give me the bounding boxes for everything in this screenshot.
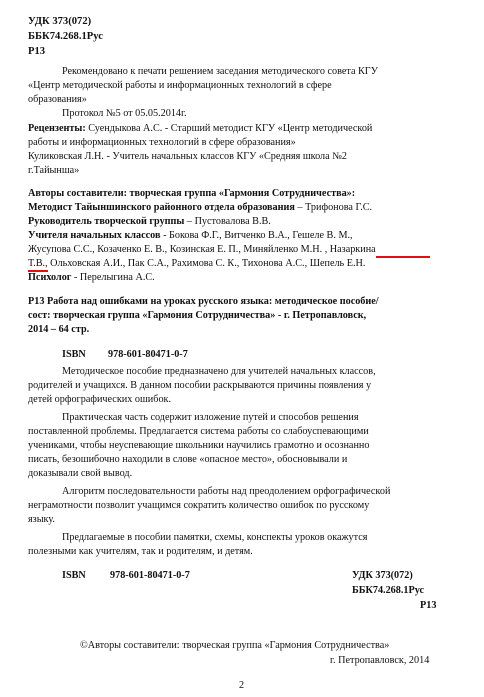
footer-bbk-code: ББК74.268.1Рус bbox=[352, 585, 425, 596]
desc-p4-l2: полезными как учителям, так и родителям, и детям. bbox=[28, 546, 253, 557]
footer-isbn-label: ISBN bbox=[62, 570, 86, 581]
footer-udk-code: УДК 373(072) bbox=[352, 570, 413, 581]
isbn-label: ISBN bbox=[62, 349, 86, 360]
leader-label: Руководитель творческой группы bbox=[28, 216, 185, 227]
desc-p1-l2: родителей и учащихся. В данном пособии раскрываются причины появления у bbox=[28, 380, 372, 391]
methodist-name: – Трифонова Г.С. bbox=[294, 202, 373, 213]
teachers-names-2: Жусупова С.С., Козаченко Е. В., Козинская Е. П., Миняйленко М.Н. , Назаркина bbox=[28, 244, 376, 255]
book-line-3: 2014 – 64 стр. bbox=[28, 324, 90, 335]
desc-p3-l1: Алгоритм последовательности работы над преодолением орфографической bbox=[62, 486, 391, 497]
bbk-code: ББК74.268.1Рус bbox=[28, 31, 103, 42]
authors-teachers bbox=[28, 230, 353, 242]
desc-p2-l2: поставленной проблемы. Предлагается система работы со слабоуспевающими bbox=[28, 426, 369, 437]
reviewers-line-2: работы и информационных технологий в сфере образования» bbox=[28, 137, 296, 148]
authors-psychologist bbox=[28, 272, 155, 284]
teachers-names-1: - Бокова Ф.Г., Витченко В.А., Гешеле В. М., bbox=[160, 230, 353, 241]
book-line-1: Р13 Работа над ошибками на уроках русского языка: методическое пособие/ bbox=[28, 296, 379, 307]
protocol-line: Протокол №5 от 05.05.2014г. bbox=[62, 108, 187, 119]
desc-p2-l1: Практическая часть содержит изложение путей и способов решения bbox=[62, 412, 359, 423]
desc-p1-l3: детей орфографических ошибок. bbox=[28, 394, 172, 405]
footer-author-sign-code: Р13 bbox=[420, 600, 437, 611]
teachers-names-3: Т.В., Ольховская А.И., Пак С.А., Рахимова С. К., Тихонова А.С., Шепель Е.Н. bbox=[28, 258, 366, 269]
desc-p2-l4: писать, безошибочно находили в слове «опасное место», обосновывали и bbox=[28, 454, 348, 465]
reviewers-label: Рецензенты: bbox=[28, 123, 86, 134]
desc-p2-l3: учениками, чтобы неуспевающие школьники научились грамотно и осознанно bbox=[28, 440, 370, 451]
desc-p1-l1: Методическое пособие предназначено для учителей начальных классов, bbox=[62, 366, 376, 377]
leader-name: – Пустовалова В.В. bbox=[184, 216, 271, 227]
isbn-value: 978-601-80471-0-7 bbox=[108, 349, 188, 360]
desc-p3-l3: языку. bbox=[28, 514, 55, 525]
psychologist-label: Психолог bbox=[28, 272, 72, 283]
authors-methodist bbox=[28, 202, 372, 214]
copyright-line-1: ©Авторы составители: творческая группа «Гармония Сотрудничества» bbox=[80, 640, 390, 651]
udk-code: УДК 373(072) bbox=[28, 16, 92, 27]
recommend-line-3: образования» bbox=[28, 94, 87, 105]
authors-heading: Авторы составители: творческая группа «Гармония Сотрудничества»: bbox=[28, 188, 356, 199]
red-underline bbox=[376, 256, 430, 258]
teachers-label: Учителя начальных классов bbox=[28, 230, 161, 241]
desc-p4-l1: Предлагаемые в пособии памятки, схемы, конспекты уроков окажутся bbox=[62, 532, 368, 543]
desc-p3-l2: неграмотности позволит учащимся сократить количество ошибок по русскому bbox=[28, 500, 370, 511]
authors-leader bbox=[28, 216, 271, 228]
desc-p2-l5: доказывали свой вывод. bbox=[28, 468, 133, 479]
footer-isbn-value: 978-601-80471-0-7 bbox=[110, 570, 190, 581]
reviewer-1: Суендыкова А.С. - Старший методист КГУ «Центр методической bbox=[85, 123, 373, 134]
book-line-2: сост: творческая группа «Гармония Сотрудничества» - г. Петропавловск, bbox=[28, 310, 367, 321]
reviewers-line-4: г.Тайынша» bbox=[28, 165, 80, 176]
copyright-line-2: г. Петропавловск, 2014 bbox=[330, 655, 430, 666]
recommend-line-2: «Центр методической работы и информационных технологий в сфере bbox=[28, 80, 332, 91]
psychologist-name: - Перелыгина А.С. bbox=[71, 272, 155, 283]
methodist-label: Методист Тайыншинского районного отдела образования bbox=[28, 202, 295, 213]
reviewers-line-1 bbox=[28, 123, 372, 135]
recommend-line-1: Рекомендовано к печати решением заседания методического совета КГУ bbox=[62, 66, 378, 77]
reviewers-line-3: Куликовская Л.Н. - Учитель начальных классов КГУ «Средняя школа №2 bbox=[28, 151, 348, 162]
page-number: 2 bbox=[239, 680, 245, 691]
author-sign-code: Р13 bbox=[28, 46, 46, 57]
